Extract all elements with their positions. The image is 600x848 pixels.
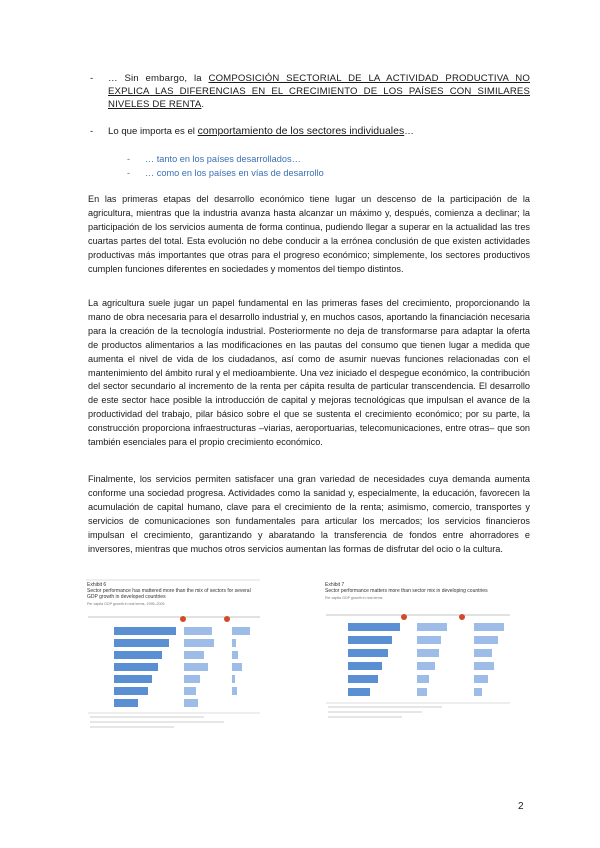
paragraph-services: Finalmente, los servicios permiten satisfacer una gran variedad de necesidades cuya demanda aumenta conforme una sociedad progresa. Actividades como la sanidad y, especialmente, la educación, favorecen la acumulación de capital humano, clave para el crecimiento de la renta; asimismo, comercio, transportes y servicios de comunicaciones son fundamentales para articular los mercados; los servicios financieros impulsan el crecimiento, garantizando y abaratando la transferencia de fondos entre ahorradores e inversores, mientras que muchos otros servicios aumentan las formas de disfrutar del ocio o la cultura. — [88, 474, 530, 554]
exhibit-title: Sector performance has mattered more than the mix of sectors for several GDP growth in developed countries — [87, 588, 251, 600]
exhibit-subtitle: Per capita GDP growth in real terms — [325, 596, 383, 600]
bullet-dash: - — [90, 126, 94, 137]
page-number: 2 — [518, 801, 524, 812]
bullet-dash: - — [90, 73, 94, 84]
exhibit-chart-graphic — [322, 579, 514, 725]
paragraph-development-stages: En las primeras etapas del desarrollo económico tiene lugar un descenso de la participación de la agricultura, mientras que la industria avanza hasta alcanzar un máximo y, después, comienza a declinar; la participación de los servicios aumenta de forma continua, pudiendo llegar a superar en la actualidad las tres cuartas partes del total. Esta evolución no debe conducir a la errónea conclusión de que existen actividades productivas más importantes que otras para el progreso económico; simplemente, los sectores productivos cumplen funciones diferentes en sociedades y momentos del tiempo distintos. — [88, 194, 530, 274]
sub-bullet-text: … como en los países en vías de desarrollo — [145, 168, 324, 178]
bullet-underlined-statement: COMPOSICIÓN SECTORIAL DE LA ACTIVIDAD PRODUCTIVA NO EXPLICA LAS DIFERENCIAS EN EL CRECIMIENTO DE LOS PAÍSES CON SIMILARES NIVELES DE RENTA — [108, 73, 530, 110]
exhibit-title: Sector performance matters more than sector mix in developing countries — [325, 588, 488, 594]
bullet-lead-text: … Sin embargo, la — [108, 73, 209, 84]
exhibit-developing-countries — [322, 579, 514, 725]
exhibit-label: Exhibit 7 — [325, 582, 345, 588]
bullet-end: . — [201, 99, 205, 110]
sub-bullet-dash: - — [127, 168, 131, 178]
exhibit-subtitle: Per capita GDP growth in real terms, 1995–2005 — [87, 602, 165, 606]
sub-bullet-text: … tanto en los países desarrollados… — [145, 154, 301, 164]
bullet-end: … — [404, 126, 414, 137]
sub-bullet-developing — [127, 167, 324, 180]
sub-bullet-dash: - — [127, 154, 131, 164]
bullet-lead-text: Lo que importa es el — [108, 126, 198, 137]
exhibit-chart-graphic — [84, 577, 264, 737]
paragraph-agriculture-industry: La agricultura suele jugar un papel fundamental en las primeras fases del crecimiento, proporcionando la mano de obra necesaria para el desarrollo industrial y, en muchos casos, aportando la financiación necesaria para la creación de la tecnología industrial. Posteriormente no deja de transformarse para adaptar la oferta de productos alimentarios a las modificaciones en las pautas del consumo que tienen lugar a medida que aumenta el nivel de vida de los ciudadanos, así como de asumir nuevas funciones relacionadas con el mantenimiento del ámbito rural y el medioambiente. Una vez iniciado el despegue económico, la contribución del sector secundario al incremento de la renta per cápita resulta de particular transcendencia. El desarrollo de este sector hace posible la introducción de capital y mejoras tecnológicas que impulsan el avance de la productividad del trabajo, pilar básico sobre el que se sustenta el crecimiento económico; por su parte, la construcción proporciona infraestructuras –viarias, aeroportuarias, telecomunicaciones, entre otras– que son también esenciales para el propio crecimiento económico. — [88, 298, 530, 448]
sub-bullet-developed — [127, 153, 301, 166]
bullet-sector-behaviour — [90, 125, 530, 138]
exhibit-label: Exhibit 6 — [87, 582, 107, 588]
bullet-sector-composition — [90, 72, 530, 111]
bullet-underlined-statement: comportamiento de los sectores individuales — [197, 125, 405, 137]
exhibit-developed-countries — [84, 577, 264, 737]
